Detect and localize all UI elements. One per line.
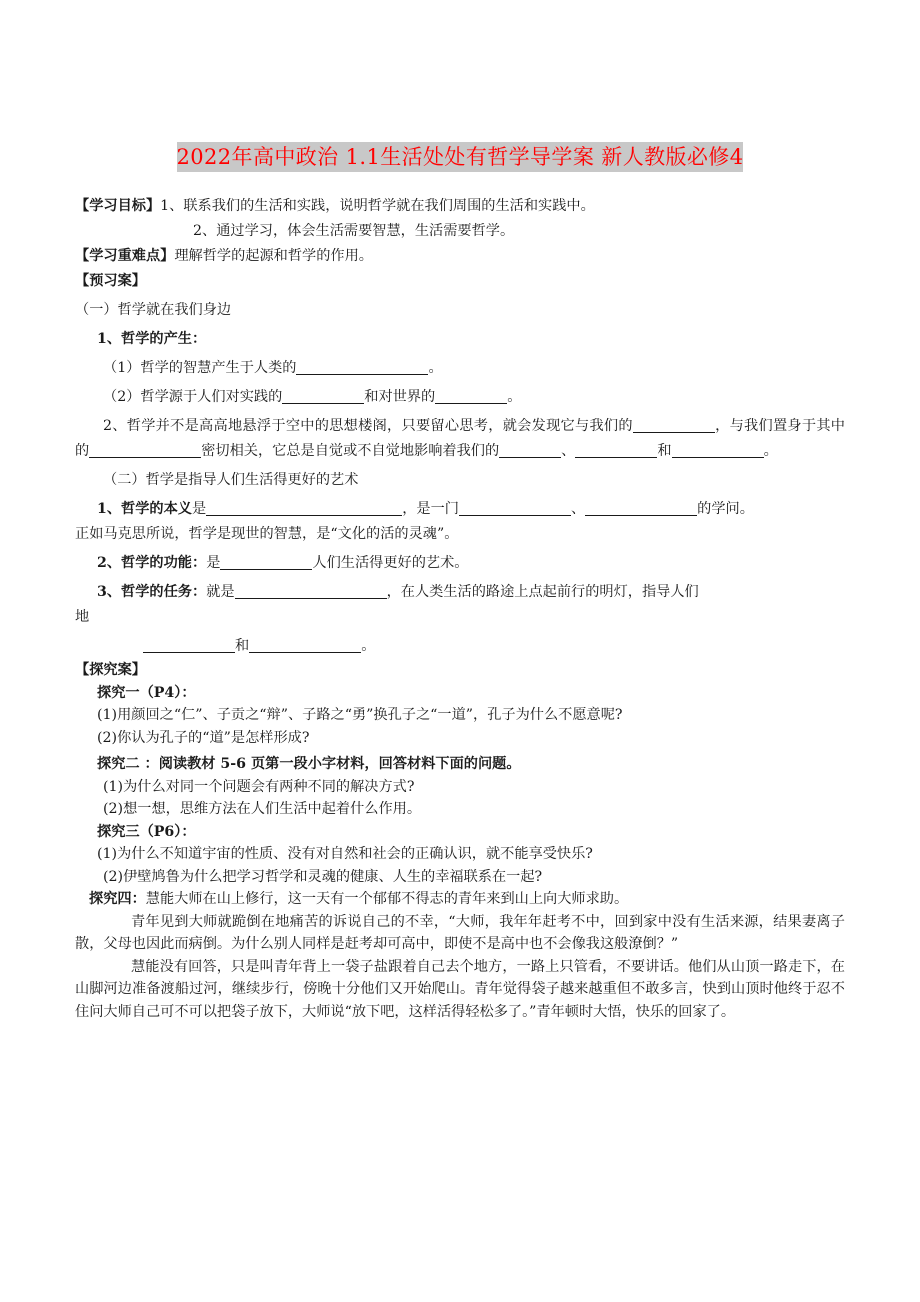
inquiry-two-q1: (1)为什么对同一个问题会有两种不同的解决方式? [103,778,415,795]
preview-section2-heading: （二）哲学是指导人们生活得更好的艺术 [103,472,359,488]
philosophy-task-line [75,580,845,605]
blank-question-3-f: 。 [763,443,778,459]
philosophy-function-b: 人们生活得更好的艺术。 [312,555,469,571]
philosophy-meaning-b: ，是一门 [402,501,459,517]
learning-objectives-line-1 [75,194,845,219]
key-points-text: 理解哲学的起源和哲学的作用。 [174,248,373,264]
blank-question-2-suffix: 。 [507,389,522,405]
philosophy-function-a: 是 [206,555,221,571]
inquiry-four-para-2: 慧能没有回答，只是叫青年背上一袋子盐跟着自己去个地方，一路上只管看，不要讲话。他们从山顶一路走下，在山脚河边准备渡船过河，继续步行，傍晚十分他们又开始爬山。青年觉得袋子越来越重但不敢多言，快到山顶时他终于忍不住问大师自己可不可以把袋子放下，大师说“放下吧，这样活得轻松多了。”青年顿时大悟，快乐的回家了。 [75,958,845,1020]
philosophy-task-e: 。 [361,638,376,654]
blank-field[interactable] [459,501,571,516]
philosophy-task-d: 和 [235,638,250,654]
philosophy-meaning-c: 、 [570,501,586,517]
inquiry-section-label: 【探究案】 [75,662,146,678]
learning-objective-2: 2、通过学习，体会生活需要智慧，生活需要哲学。 [193,223,515,239]
inquiry-one-q2: (2)你认为孔子的“道”是怎样形成? [97,729,310,746]
key-points-label: 【学习重难点】 [75,248,175,264]
inquiry-two-heading: 探究二 ：阅读教材 5-6 页第一段小字材料，回答材料下面的问题。 [97,756,521,772]
blank-field[interactable] [575,443,657,458]
blank-field[interactable] [249,638,361,653]
blank-field[interactable] [585,501,697,516]
inquiry-four-line [75,888,845,911]
blank-question-2 [75,385,845,410]
preview-section-label: 【预习案】 [75,273,146,289]
blank-field[interactable] [296,360,428,375]
blank-field[interactable] [235,584,387,599]
philosophy-task-a: 就是 [206,584,235,600]
inquiry-three-heading: 探究三（P6）： [97,823,196,840]
inquiry-three-q1: (1)为什么不知道宇宙的性质、没有对自然和社会的正确认识，就不能享受快乐? [97,846,593,862]
blank-field[interactable] [499,443,561,458]
blank-question-3-e: 和 [657,443,672,459]
philosophy-task-b: ，在人类生活的路途上点起前行的明灯，指导人们 [386,584,699,600]
blank-field[interactable] [220,555,312,570]
blank-question-1 [75,356,845,381]
inquiry-four-heading: 探究四： [89,891,146,907]
blank-question-1-prefix: （1）哲学的智慧产生于人类的 [103,360,297,376]
inquiry-one-q1: (1)用颜回之“仁”、子贡之“辩”、子路之“勇”换孔子之“一道”，孔子为什么不愿意呢? [97,707,623,723]
philosophy-origin-label: 1、哲学的产生： [97,331,207,347]
blank-question-3-b: ，与我们置身于其中的 [75,418,845,459]
philosophy-function-line [75,551,845,576]
blank-field[interactable] [633,418,715,433]
key-points-line [75,244,845,269]
philosophy-meaning-d: 的学问。 [697,501,754,517]
blank-field[interactable] [672,443,764,458]
learning-objectives-label: 【学习目标】 [75,198,161,214]
learning-objective-1: 1、联系我们的生活和实践，说明哲学就在我们周围的生活和实践中。 [160,198,595,214]
philosophy-meaning-label: 1、哲学的本义 [97,501,192,517]
blank-field[interactable] [89,443,201,458]
philosophy-task-c: 地 [75,609,90,625]
blank-field[interactable] [435,389,507,404]
preview-section1-heading: （一）哲学就在我们身边 [75,302,232,318]
page-title-wrapper [75,0,845,172]
page-title: 2022年高中政治 1.1生活处处有哲学导学案 新人教版必修4 [177,142,744,172]
inquiry-four-para-1: 青年见到大师就跪倒在地痛苦的诉说自己的不幸，“大师，我年年赶考不中，回到家中没有生活来源，结果妻离子散，父母也因此而病倒。为什么别人同样是赶考却可高中，即使不是高中也不会像我这般潦倒？” [75,913,845,952]
philosophy-meaning-a: 是 [192,501,207,517]
blank-question-2-prefix: （2）哲学源于人们对实践的 [103,389,283,405]
philosophy-task-label: 3、哲学的任务： [97,584,207,600]
inquiry-two-q2: (2)想一想，思维方法在人们生活中起着什么作用。 [103,801,422,817]
philosophy-task-blanks [75,634,845,659]
blank-field[interactable] [282,389,364,404]
blank-field[interactable] [206,501,402,516]
blank-question-1-suffix: 。 [428,360,443,376]
blank-question-2-mid: 和对世界的 [364,389,436,405]
blank-field[interactable] [143,638,235,653]
blank-question-3-c: 密切相关，它总是自觉或不自觉地影响着我们的 [201,443,500,459]
blank-question-3-a: 2、哲学并不是高高地悬浮于空中的思想楼阁，只要留心思考，就会发现它与我们的 [103,418,633,434]
blank-question-3-d: 、 [561,443,576,459]
blank-question-3 [75,414,845,464]
philosophy-meaning-line [75,497,845,522]
inquiry-three-q2: (2)伊壁鸠鲁为什么把学习哲学和灵魂的健康、人生的幸福联系在一起? [103,868,543,885]
inquiry-one-heading: 探究一（P4）： [97,684,196,701]
inquiry-four-intro: 慧能大师在山上修行，这一天有一个郁郁不得志的青年来到山上向大师求助。 [145,891,629,907]
philosophy-meaning-quote: 正如马克思所说，哲学是现世的智慧，是“文化的活的灵魂”。 [75,526,459,542]
philosophy-function-label: 2、哲学的功能： [97,555,207,571]
